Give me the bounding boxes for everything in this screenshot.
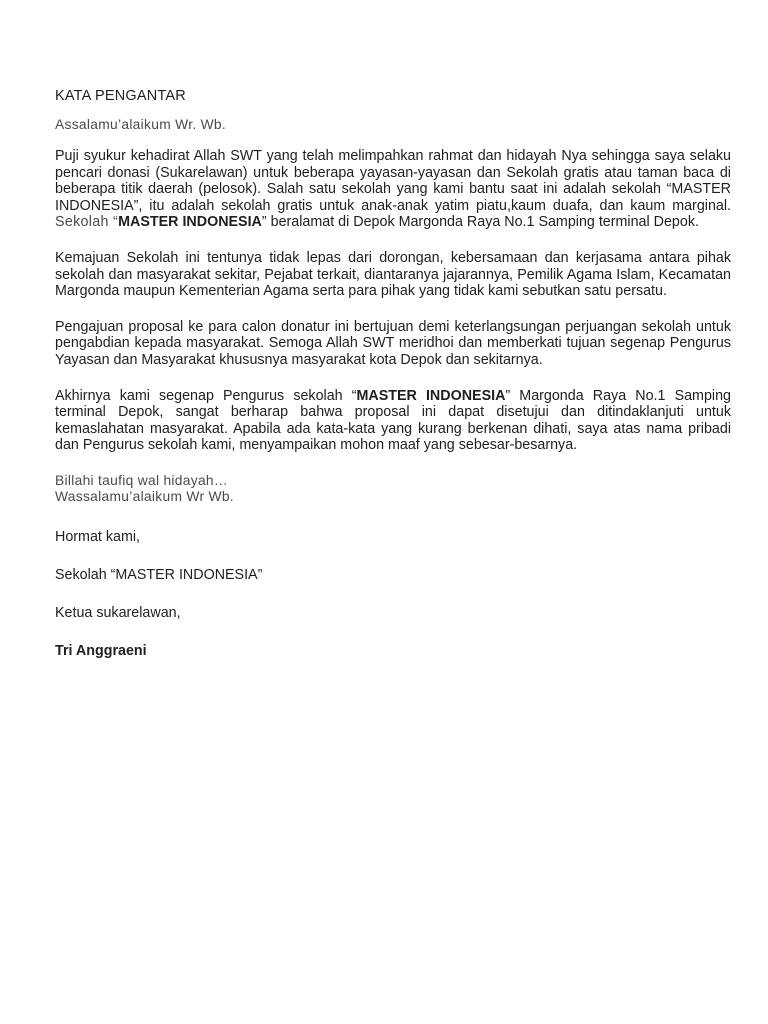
paragraph-intro [55, 148, 731, 231]
paragraph-closing-school-name: MASTER INDONESIA [356, 387, 506, 404]
paragraph-progress: Kemajuan Sekolah ini tentunya tidak lepas dari dorongan, kebersamaan dan kerjasama antara pihak sekolah dan masyarakat sekitar, Pejabat terkait, diantaranya jajarannya, Pemilik Agama Islam, Kecamatan Margonda maupun Kementerian Agama serta para pihak yang tidak kami sebutkan satu persatu. [55, 249, 731, 300]
paragraph-intro-text: Puji syukur kehadirat Allah SWT yang telah melimpahkan rahmat dan hidayah Nya sehingga saya selaku pencari donasi (Sukarelawan) untuk beberapa yayasan-yayasan dan Sekolah gratis atau taman baca di beberapa titik daerah (pelosok). Salah satu sekolah yang kami bantu saat ini adalah sekolah “MASTER INDONESIA”, itu adalah sekolah gratis untuk anak-anak yatim piatu,kaum duafa, dan kaum marginal. [55, 148, 731, 214]
greeting: Assalamu’alaikum Wr. Wb. [55, 117, 227, 132]
paragraph-intro-school-name: MASTER INDONESIA [118, 214, 262, 231]
closing-line-1: Billahi taufiq wal hidayah… [55, 472, 228, 488]
paragraph-intro-address: ” beralamat di Depok Margonda Raya No.1 Samping terminal Depok. [261, 214, 699, 231]
paragraph-purpose: Pengajuan proposal ke para calon donatur ini bertujuan demi keterlangsungan perjuangan sekolah untuk pengabdian kepada masyarakat. Semoga Allah SWT meridhoi dan memberkati tujuan segenap Pengurus Yayasan dan Masyarakat khususnya masyarakat kota Depok dan sekitarnya. [55, 318, 731, 368]
closing-line-2: Wassalamu’alaikum Wr Wb. [55, 489, 234, 505]
signer-name: Tri Anggraeni [55, 642, 147, 659]
role-line: Ketua sukarelawan, [55, 604, 181, 621]
school-line: Sekolah “MASTER INDONESIA” [55, 566, 263, 583]
document-title: KATA PENGANTAR [55, 88, 186, 104]
paragraph-closing [55, 388, 731, 454]
regards-line: Hormat kami, [55, 528, 140, 545]
paragraph-intro-school-prefix: Sekolah “ [55, 214, 119, 231]
closing-salutation [55, 473, 731, 506]
document-page [55, 86, 731, 660]
paragraph-closing-rest: ” Margonda Raya No.1 Samping terminal Depok, sangat berharap bahwa proposal ini dapat disetujui dan ditindaklanjuti untuk kemaslahatan masyarakat. Apabila ada kata-kata yang kurang berkenan dihati, saya atas nama pribadi dan Pengurus sekolah kami, menyampaikan mohon maaf yang sebesar-besarnya. [55, 387, 731, 454]
paragraph-closing-text: Akhirnya kami segenap Pengurus sekolah “ [55, 387, 357, 404]
